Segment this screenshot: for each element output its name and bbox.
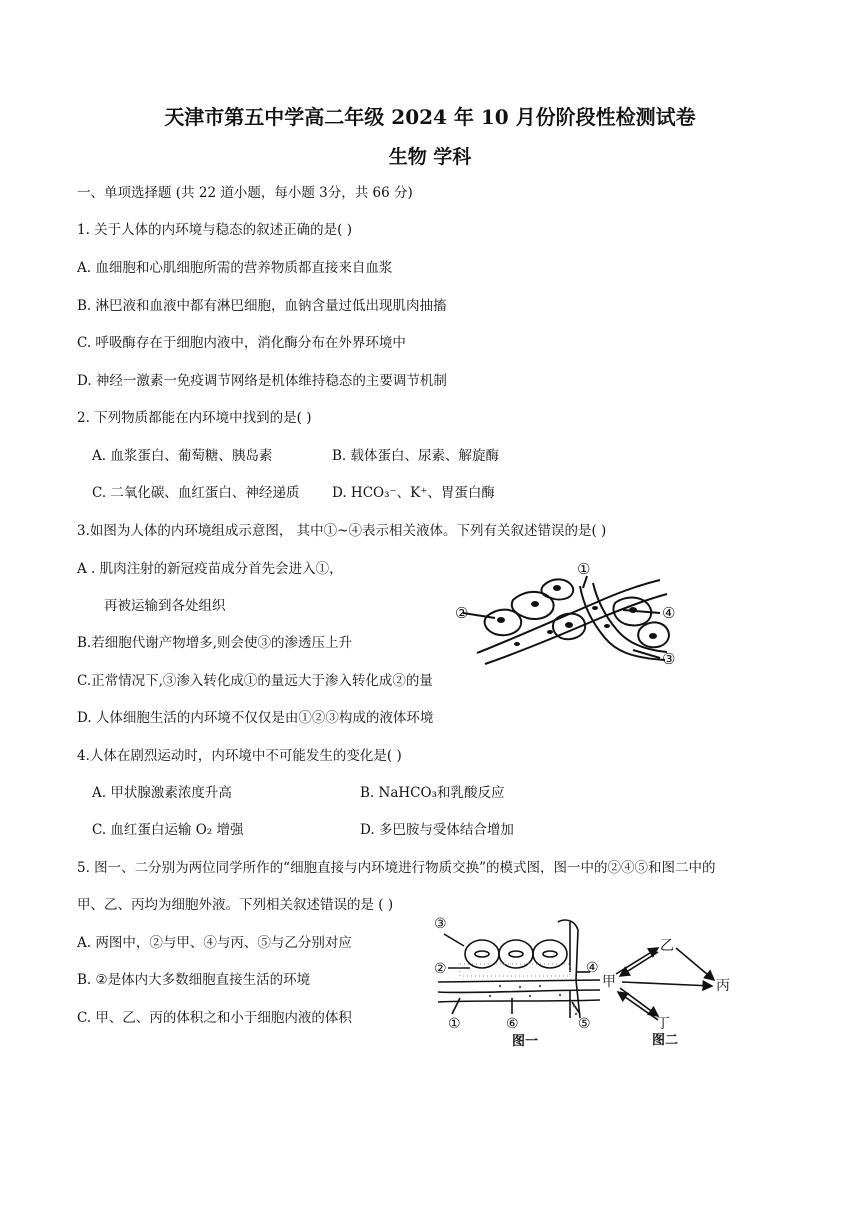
fig5a-label-4: ④ <box>586 960 599 976</box>
fig3-label-2: ② <box>455 604 469 622</box>
fig5b-caption: 图二 <box>652 1033 679 1048</box>
exchange-diagram-2 <box>600 930 750 1050</box>
fig5b-label-ding: 丁 <box>656 1016 670 1032</box>
fig5a-label-6: ⑥ <box>506 1016 519 1032</box>
question-2-option-d: D. HCO₃⁻、K⁺、胃蛋白酶 <box>332 485 495 501</box>
question-1-option-b: B. 淋巴液和血液中都有淋巴细胞，血钠含量过低出现肌肉抽搐 <box>77 298 447 314</box>
fig3-label-4: ④ <box>662 604 676 622</box>
fig5a-label-5: ⑤ <box>578 1016 591 1032</box>
question-1-stem: 1. 关于人体的内环境与稳态的叙述正确的是( ) <box>77 222 352 238</box>
question-3-option-c: C.正常情况下,③渗入转化成①的量远大于渗入转化成②的量 <box>77 673 433 689</box>
exchange-diagram-1 <box>430 910 610 1050</box>
question-2-option-a: A. 血浆蛋白、葡萄糖、胰岛素 <box>92 448 273 464</box>
question-4-option-d: D. 多巴胺与受体结合增加 <box>360 822 514 838</box>
question-5-option-c: C. 甲、乙、丙的体积之和小于细胞内液的体积 <box>77 1010 352 1026</box>
fig5a-label-2: ② <box>434 961 447 977</box>
fig5a-label-3: ③ <box>434 916 447 932</box>
section-heading: 一、单项选择题 (共 22 道小题，每小题 3分，共 66 分) <box>77 185 413 201</box>
question-4-option-b: B. NaHCO₃和乳酸反应 <box>360 785 505 801</box>
question-5-option-a: A. 两图中，②与甲、④与丙、⑤与乙分别对应 <box>77 935 352 951</box>
question-3-option-d: D. 人体细胞生活的内环境不仅仅是由①②③构成的液体环境 <box>77 710 434 726</box>
fig3-label-3: ③ <box>662 650 676 668</box>
question-1-option-a: A. 血细胞和心肌细胞所需的营养物质都直接来自血浆 <box>77 260 393 276</box>
subject-title: 生物 学科 <box>388 146 472 168</box>
fig5b-label-yi: 乙 <box>660 938 674 954</box>
question-2-option-b: B. 载体蛋白、尿素、解旋酶 <box>332 448 500 464</box>
question-5-stem-line-1: 5. 图一、二分别为两位同学所作的“细胞直接与内环境进行物质交换”的模式图，图一中的②④⑤和图二中的 <box>77 860 716 876</box>
question-3-stem: 3.如图为人体的内环境组成示意图， 其中①~④表示相关液体。下列有关叙述错误的是( ) <box>77 523 607 539</box>
question-3-option-a: A . 肌肉注射的新冠疫苗成分首先会进入①， <box>77 561 343 577</box>
question-4-stem: 4.人体在剧烈运动时，内环境中不可能发生的变化是( ) <box>77 748 402 764</box>
fig3-label-1: ① <box>577 560 591 578</box>
fig5b-label-bing: 丙 <box>716 978 730 994</box>
question-3-option-a-cont: 再被运输到各处组织 <box>104 598 226 614</box>
question-1-option-d: D. 神经一激素一免疫调节网络是机体维持稳态的主要调节机制 <box>77 373 447 389</box>
question-1-option-c: C. 呼吸酶存在于细胞内液中，消化酶分布在外界环境中 <box>77 335 406 351</box>
question-5-option-b: B. ②是体内大多数细胞直接生活的环境 <box>77 972 311 988</box>
page-title: 天津市第五中学高二年级 2024 年 10 月份阶段性检测试卷 <box>164 105 696 129</box>
question-3-option-b: B.若细胞代谢产物增多,则会使③的渗透压上升 <box>77 635 353 651</box>
question-4-option-a: A. 甲状腺激素浓度升高 <box>92 785 232 801</box>
question-5-stem-line-2: 甲、乙、丙均为细胞外液。下列相关叙述错误的是 ( ) <box>77 897 394 913</box>
fig5a-caption: 图一 <box>512 1034 539 1049</box>
tissue-fluid-diagram <box>455 558 695 670</box>
fig5a-label-1: ① <box>448 1016 461 1032</box>
question-2-option-c: C. 二氧化碳、血红蛋白、神经递质 <box>92 485 300 501</box>
fig5b-label-jia: 甲 <box>602 974 616 990</box>
question-4-option-c: C. 血红蛋白运输 O₂ 增强 <box>92 822 244 838</box>
question-2-stem: 2. 下列物质都能在内环境中找到的是( ) <box>77 410 312 426</box>
